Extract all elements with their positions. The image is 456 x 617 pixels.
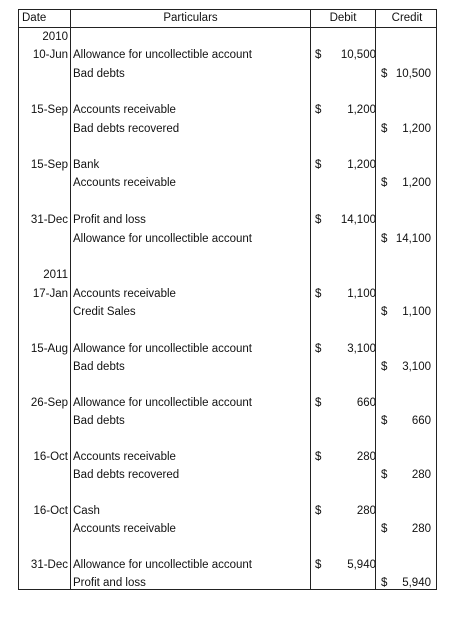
credit-amount: 1,200 [402, 177, 431, 189]
debit-currency-symbol: $ [315, 559, 322, 571]
debit-account: Allowance for uncollectible account [73, 343, 252, 355]
credit-account: Bad debts [73, 415, 125, 427]
debit-currency-symbol: $ [315, 451, 322, 463]
credit-account: Bad debts [73, 361, 125, 373]
credit-amount: 5,940 [402, 577, 431, 589]
header-credit: Credit [391, 12, 423, 24]
entry-date: 16-Oct [33, 451, 68, 463]
credit-currency-symbol: $ [381, 306, 388, 318]
date-column-divider [70, 10, 71, 589]
debit-currency-symbol: $ [315, 159, 322, 171]
debit-account: Bank [73, 159, 100, 171]
credit-amount: 1,200 [402, 123, 431, 135]
journal-table [18, 9, 437, 590]
debit-amount: 660 [356, 397, 376, 409]
debit-amount: 1,100 [347, 288, 376, 300]
credit-account: Bad debts recovered [73, 469, 180, 481]
debit-account: Allowance for uncollectible account [73, 397, 252, 409]
credit-currency-symbol: $ [381, 469, 388, 481]
credit-currency-symbol: $ [381, 68, 388, 80]
header-particulars: Particulars [163, 12, 218, 24]
debit-currency-symbol: $ [315, 104, 322, 116]
credit-account: Bad debts [73, 68, 125, 80]
entry-date: 17-Jan [32, 288, 68, 300]
debit-amount: 14,100 [340, 214, 376, 226]
debit-currency-symbol: $ [315, 343, 322, 355]
entry-date: 31-Dec [30, 559, 68, 571]
credit-currency-symbol: $ [381, 361, 388, 373]
credit-amount: 3,100 [402, 361, 431, 373]
debit-account: Accounts receivable [73, 451, 176, 463]
credit-currency-symbol: $ [381, 415, 388, 427]
credit-amount: 280 [411, 469, 431, 481]
credit-amount: 660 [411, 415, 431, 427]
credit-currency-symbol: $ [381, 233, 388, 245]
entry-date: 10-Jun [32, 49, 68, 61]
debit-amount: 280 [356, 451, 376, 463]
entry-date: 16-Oct [33, 505, 68, 517]
debit-account: Allowance for uncollectible account [73, 559, 252, 571]
credit-account: Accounts receivable [73, 523, 176, 535]
debit-account: Profit and loss [73, 214, 146, 226]
debit-amount: 1,200 [347, 159, 376, 171]
debit-amount: 280 [356, 505, 376, 517]
entry-date: 15-Sep [30, 159, 68, 171]
debit-currency-symbol: $ [315, 214, 322, 226]
header-debit: Debit [329, 12, 357, 24]
entry-date: 15-Sep [30, 104, 68, 116]
debit-currency-symbol: $ [315, 397, 322, 409]
debit-currency-symbol: $ [315, 49, 322, 61]
debit-amount: 3,100 [347, 343, 376, 355]
debit-account: Cash [73, 505, 100, 517]
credit-account: Bad debts recovered [73, 123, 180, 135]
debit-account: Allowance for uncollectible account [73, 49, 252, 61]
debit-amount: 5,940 [347, 559, 376, 571]
debit-currency-symbol: $ [315, 288, 322, 300]
entry-date: 15-Aug [30, 343, 68, 355]
year-label: 2010 [42, 31, 68, 43]
credit-account: Allowance for uncollectible account [73, 233, 252, 245]
year-label: 2011 [43, 269, 68, 281]
credit-account: Accounts receivable [73, 177, 176, 189]
credit-account: Credit Sales [73, 306, 136, 318]
credit-currency-symbol: $ [381, 123, 388, 135]
credit-currency-symbol: $ [381, 523, 388, 535]
credit-account: Profit and loss [73, 577, 146, 589]
credit-currency-symbol: $ [381, 177, 388, 189]
debit-account: Accounts receivable [73, 288, 176, 300]
debit-amount: 10,500 [340, 49, 376, 61]
entry-date: 31-Dec [30, 214, 68, 226]
header-date: Date [22, 12, 47, 24]
credit-amount: 10,500 [395, 68, 431, 80]
credit-amount: 1,100 [402, 306, 431, 318]
credit-currency-symbol: $ [381, 577, 388, 589]
credit-amount: 14,100 [395, 233, 431, 245]
debit-account: Accounts receivable [73, 104, 176, 116]
debit-currency-symbol: $ [315, 505, 322, 517]
particulars-column-divider [310, 10, 311, 589]
debit-amount: 1,200 [347, 104, 376, 116]
credit-amount: 280 [411, 523, 431, 535]
entry-date: 26-Sep [30, 397, 68, 409]
